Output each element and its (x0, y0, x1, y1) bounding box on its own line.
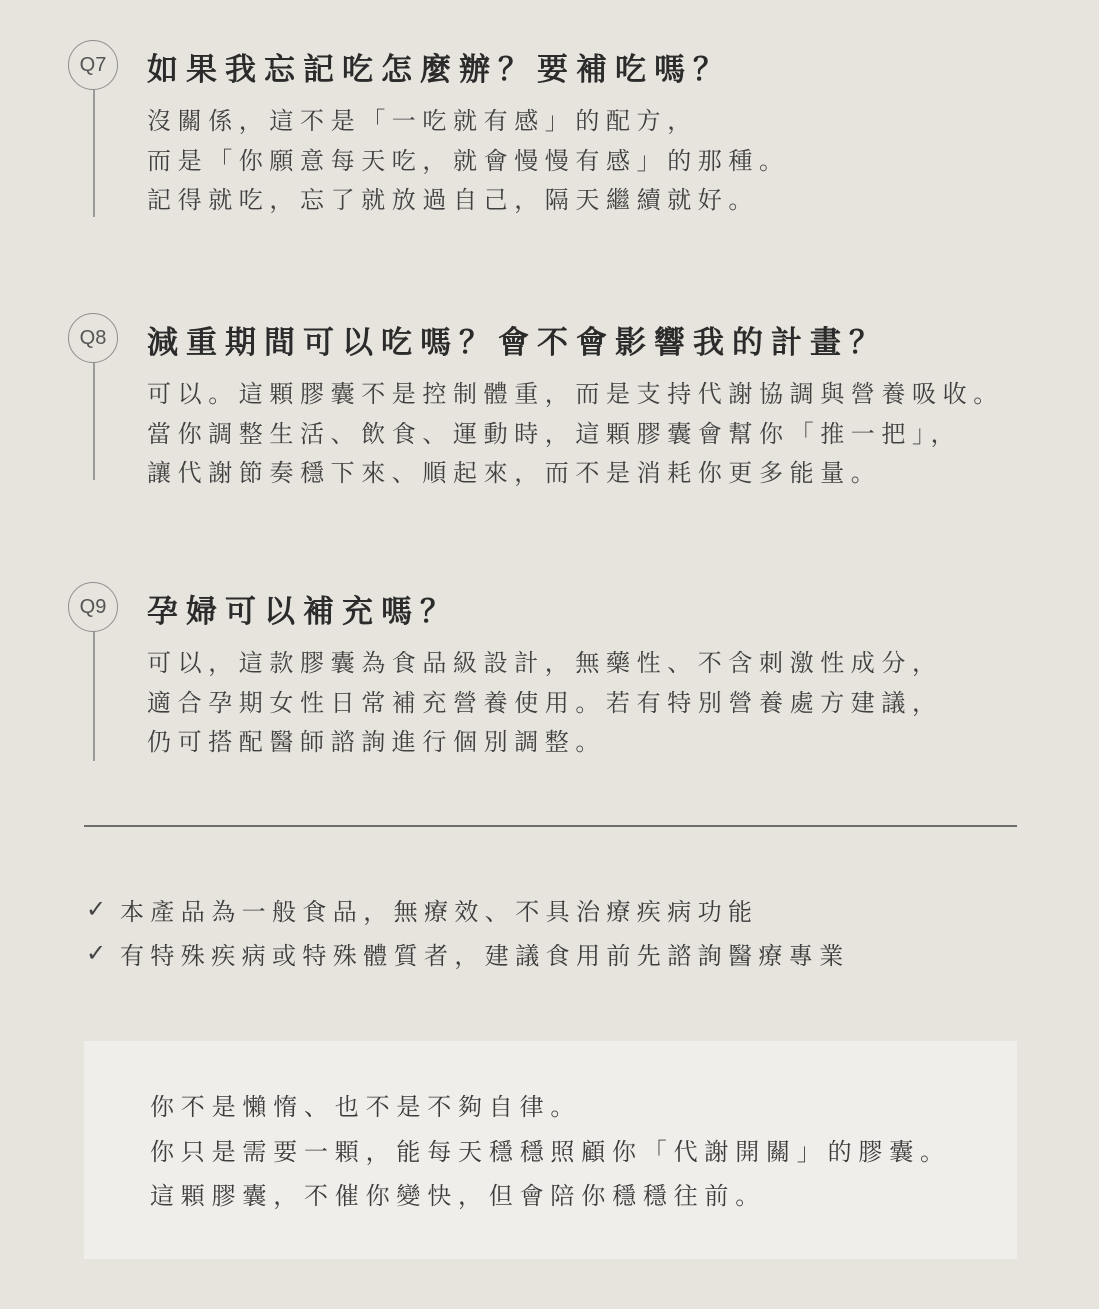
check-icon: ✓ (86, 939, 107, 967)
check-icon: ✓ (86, 895, 107, 923)
timeline-line (93, 363, 95, 480)
question-number-badge: Q8 (68, 313, 118, 363)
answer-line: 可以。這顆膠囊不是控制體重，而是支持代謝協調與營養吸收。 (147, 380, 1004, 408)
closing-line: 這顆膠囊，不催你變快，但會陪你穩穩往前。 (150, 1182, 766, 1210)
disclaimer-list (86, 887, 850, 975)
section-divider (84, 825, 1017, 827)
question-number-badge: Q9 (68, 582, 118, 632)
answer-text (147, 102, 790, 221)
answer-line: 沒關係，這不是「一吃就有感」的配方， (147, 107, 698, 135)
question-title: 減重期間可以吃嗎？會不會影響我的計畫？ (147, 325, 888, 361)
disclaimer-text: 本產品為一般食品，無療效、不具治療疾病功能 (120, 897, 759, 926)
disclaimer-text: 有特殊疾病或特殊體質者，建議食用前先諮詢醫療專業 (120, 941, 850, 970)
answer-text (147, 375, 1004, 494)
answer-line: 記得就吃，忘了就放過自己，隔天繼續就好。 (147, 186, 759, 214)
disclaimer-item (86, 887, 850, 931)
answer-text (147, 644, 943, 763)
question-title: 孕婦可以補充嗎？ (147, 594, 459, 630)
closing-message (150, 1085, 951, 1219)
closing-line: 你不是懶惰、也不是不夠自律。 (150, 1093, 582, 1121)
disclaimer-item (86, 931, 850, 975)
answer-line: 可以，這款膠囊為食品級設計，無藥性、不含刺激性成分， (147, 649, 943, 677)
timeline-line (93, 632, 95, 761)
answer-line: 而是「你願意每天吃，就會慢慢有感」的那種。 (147, 146, 790, 175)
answer-line: 適合孕期女性日常補充營養使用。若有特別營養處方建議， (147, 688, 943, 717)
answer-line: 讓代謝節奏穩下來、順起來，而不是消耗你更多能量。 (147, 459, 882, 487)
timeline-line (93, 90, 95, 217)
closing-message-box (84, 1041, 1017, 1259)
answer-line: 仍可搭配醫師諮詢進行個別調整。 (147, 728, 606, 756)
closing-line: 你只是需要一顆，能每天穩穩照顧你「代謝開關」的膠囊。 (150, 1137, 951, 1166)
answer-line: 當你調整生活、飲食、運動時，這顆膠囊會幫你「推一把」， (147, 419, 962, 448)
question-number-badge: Q7 (68, 40, 118, 90)
question-title: 如果我忘記吃怎麼辦？要補吃嗎？ (147, 52, 732, 88)
